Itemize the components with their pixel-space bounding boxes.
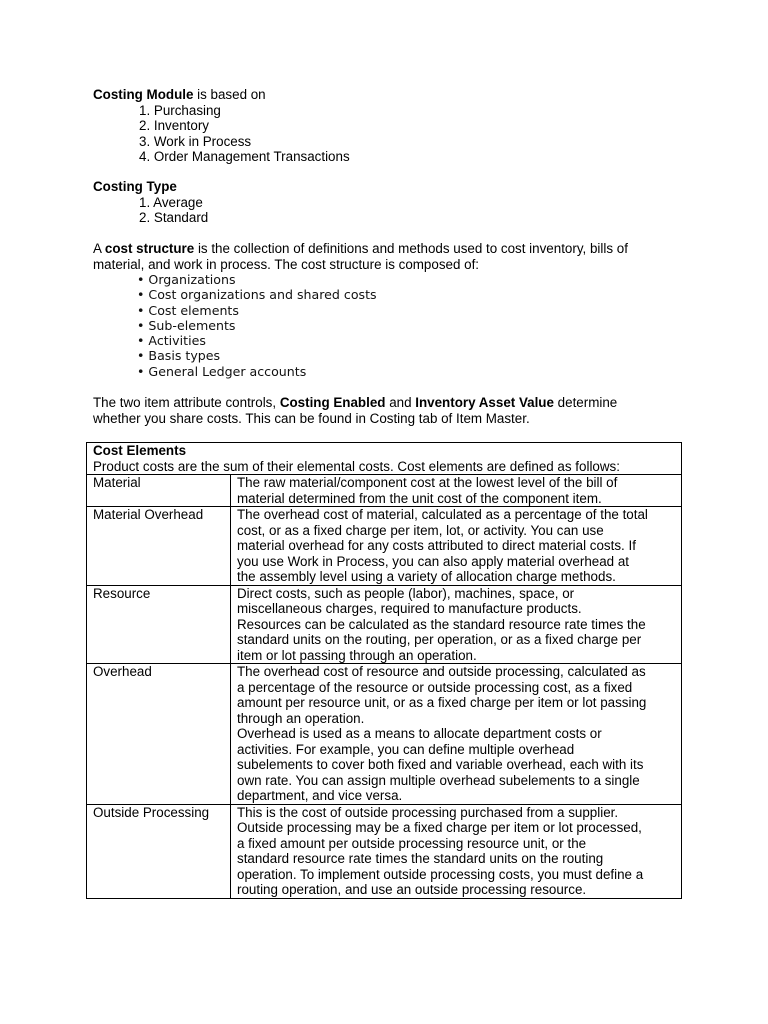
row-description <box>231 804 682 898</box>
attribute-controls-line2: whether you share costs. This can be found in Costing tab of Item Master. <box>93 410 530 426</box>
description-line: operation. To implement outside processing costs, you must define a <box>237 866 644 882</box>
bullet-item: • Cost organizations and shared costs <box>137 287 377 303</box>
row-label: Overhead <box>87 664 231 805</box>
module-list-item: 3. Work in Process <box>139 133 252 149</box>
description-line: cost, or as a fixed charge per item, lot, or activity. You can use <box>237 522 604 538</box>
costing-module-bold: Costing Module <box>93 87 194 102</box>
row-label: Resource <box>87 585 231 664</box>
description-line: Overhead is used as a means to allocate department costs or <box>237 726 602 741</box>
table-title <box>93 443 677 459</box>
description-line: activities. For example, you can define multiple overhead <box>237 741 575 757</box>
row-description <box>231 664 682 805</box>
bullet-item: • Organizations <box>137 272 236 287</box>
attribute-pre: The two item attribute controls, <box>93 395 280 410</box>
description-line: subelements to cover both fixed and variable overhead, each with its <box>237 757 644 772</box>
cost-structure-bold: cost structure <box>104 241 195 256</box>
description-line: standard resource rate times the standard units on the routing <box>237 851 604 866</box>
type-list-item: 2. Standard <box>139 210 209 225</box>
attribute-post: determine <box>553 395 618 410</box>
cost-structure-line2: material, and work in process. The cost structure is composed of: <box>93 256 480 272</box>
description-line: The overhead cost of material, calculated as a percentage of the total <box>237 507 648 522</box>
row-description <box>231 507 682 586</box>
row-description <box>231 585 682 664</box>
bullet-item: • Basis types <box>137 348 221 364</box>
description-line: routing operation, and use an outside processing resource. <box>237 882 587 897</box>
costing-module-rest: is based on <box>193 87 266 102</box>
description-line: The raw material/component cost at the lowest level of the bill of <box>237 475 618 490</box>
description-line: The overhead cost of resource and outside processing, calculated as <box>237 664 646 679</box>
table-header-cell <box>87 443 682 475</box>
cost-elements-table <box>86 442 682 899</box>
costing-enabled-bold: Costing Enabled <box>279 395 386 410</box>
costing-module-section <box>93 87 693 165</box>
description-line: material overhead for any costs attributed to direct material costs. If <box>237 538 636 553</box>
cost-structure-pre: A <box>93 241 105 256</box>
description-line: a percentage of the resource or outside processing cost, as a fixed <box>237 679 633 695</box>
description-line: miscellaneous charges, required to manufacture products. <box>237 601 582 616</box>
cost-structure-line1 <box>93 241 693 257</box>
description-line: Direct costs, such as people (labor), machines, space, or <box>237 585 575 601</box>
costing-module-intro <box>93 87 693 103</box>
attribute-mid: and <box>385 395 416 410</box>
description-line: the assembly level using a variety of allocation charge methods. <box>237 569 616 584</box>
module-list-item: 2. Inventory <box>139 118 209 133</box>
table-header-row <box>87 443 682 475</box>
row-description <box>231 475 682 507</box>
attribute-controls-section <box>93 395 693 426</box>
inventory-asset-value-bold: Inventory Asset Value <box>415 395 554 410</box>
table-row <box>87 475 682 507</box>
table-row <box>87 507 682 586</box>
description-line: Resources can be calculated as the standard resource rate times the <box>237 616 646 632</box>
description-line: item or lot passing through an operation. <box>237 647 477 663</box>
description-line: department, and vice versa. <box>237 788 403 803</box>
description-line: This is the cost of outside processing purchased from a supplier. <box>237 804 619 820</box>
costing-type-bold: Costing Type <box>93 179 177 194</box>
description-line: you use Work in Process, you can also apply material overhead at <box>237 553 630 569</box>
description-line: own rate. You can assign multiple overhead subelements to a single <box>237 772 640 788</box>
description-line: amount per resource unit, or as a fixed charge per item or lot passing <box>237 695 647 710</box>
cost-structure-section <box>93 241 693 379</box>
bullet-item: • Activities <box>137 333 206 349</box>
row-label: Outside Processing <box>87 804 231 898</box>
costing-type-section <box>93 179 693 226</box>
table-title-bold: Cost Elements <box>93 443 187 458</box>
attribute-controls-line1 <box>93 395 693 411</box>
bullet-item: • Sub-elements <box>137 317 236 333</box>
type-list-item: 1. Average <box>139 194 203 210</box>
cost-structure-rest: is the collection of definitions and methods used to cost inventory, bills of <box>194 241 628 256</box>
description-line: through an operation. <box>237 710 365 726</box>
description-line: standard units on the routing, per operation, or as a fixed charge per <box>237 632 642 647</box>
table-row <box>87 804 682 898</box>
description-line: material determined from the unit cost of the component item. <box>237 490 602 506</box>
table-subtitle: Product costs are the sum of their elemental costs. Cost elements are defined as follows: <box>93 458 620 474</box>
bullet-item: • Cost elements <box>137 302 239 318</box>
table-row <box>87 585 682 664</box>
description-line: a fixed amount per outside processing resource unit, or the <box>237 835 587 851</box>
costing-type-heading <box>93 179 693 195</box>
module-list-item: 4. Order Management Transactions <box>139 149 350 164</box>
bullet-item: • General Ledger accounts <box>137 363 307 379</box>
description-line: Outside processing may be a fixed charge per item or lot processed, <box>237 820 642 835</box>
row-label: Material <box>87 475 231 507</box>
table-row <box>87 664 682 805</box>
module-list-item: 1. Purchasing <box>139 102 221 118</box>
row-label: Material Overhead <box>87 507 231 586</box>
